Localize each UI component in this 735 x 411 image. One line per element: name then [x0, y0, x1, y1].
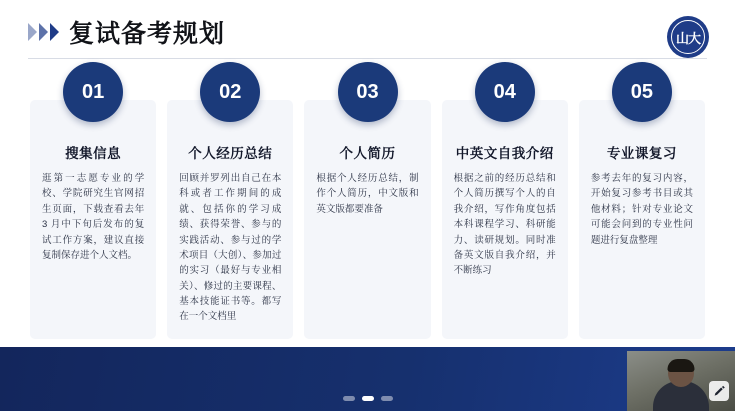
step-card	[442, 80, 568, 339]
step-title: 搜集信息	[65, 146, 122, 161]
step-body: 参考去年的复习内容，开始复习参考书目或其他材料；针对专业论文可能会问到的专业性问题进行复盘整理	[590, 173, 694, 246]
pagination-dots	[0, 396, 735, 401]
steps-container	[30, 80, 705, 339]
step-card	[579, 80, 705, 339]
step-title: 个人经历总结	[188, 146, 273, 161]
step-body: 根据个人经历总结，制作个人简历，中文版和英文版都要准备	[316, 173, 419, 215]
step-number-badge: 02	[200, 62, 260, 122]
step-number-badge: 05	[612, 62, 672, 122]
pagination-dot-active[interactable]	[362, 396, 374, 401]
step-title: 专业课复习	[606, 146, 677, 161]
step-card	[304, 80, 430, 339]
presenter-hair	[668, 359, 695, 372]
step-body: 回顾并罗列出自己在本科或者工作期间的成就、包括你的学习成绩、获得荣誉、参与的实践活动、参与过的学术项目（大创）、参加过的实习（最好与专业相关）、修过的主要课程、基本技能证书等。都写在一个文档里	[179, 173, 282, 323]
footer-bar	[0, 347, 735, 411]
step-card	[30, 80, 156, 339]
pagination-dot[interactable]	[343, 396, 355, 401]
step-number-badge: 03	[338, 62, 398, 122]
page-title: 复试备考规划	[69, 20, 226, 48]
step-body: 逛第一志愿专业的学校、学院研究生官网招生页面，下载查看去年 3 月中下旬后发布的复试工作方案，建议直接复制保存进个人文档。	[42, 173, 145, 261]
pagination-dot[interactable]	[381, 396, 393, 401]
step-title: 中英文自我介绍	[455, 146, 554, 161]
logo-label: 山大	[671, 20, 705, 54]
step-card	[167, 80, 293, 339]
step-number-badge: 04	[475, 62, 535, 122]
step-body: 根据之前的经历总结和个人简历撰写个人的自我介绍，写作角度包括本科课程学习、科研能力、读研规划。同时准备英文版自我介绍，并不断练习	[453, 173, 556, 277]
title-divider	[28, 58, 707, 59]
step-number-badge: 01	[63, 62, 123, 122]
webcam-overlay[interactable]	[627, 351, 735, 411]
step-title: 个人简历	[339, 146, 396, 161]
footer-note: 中英文常见的高频问答要反复整理修改	[227, 12, 508, 29]
pen-icon[interactable]	[709, 381, 729, 401]
